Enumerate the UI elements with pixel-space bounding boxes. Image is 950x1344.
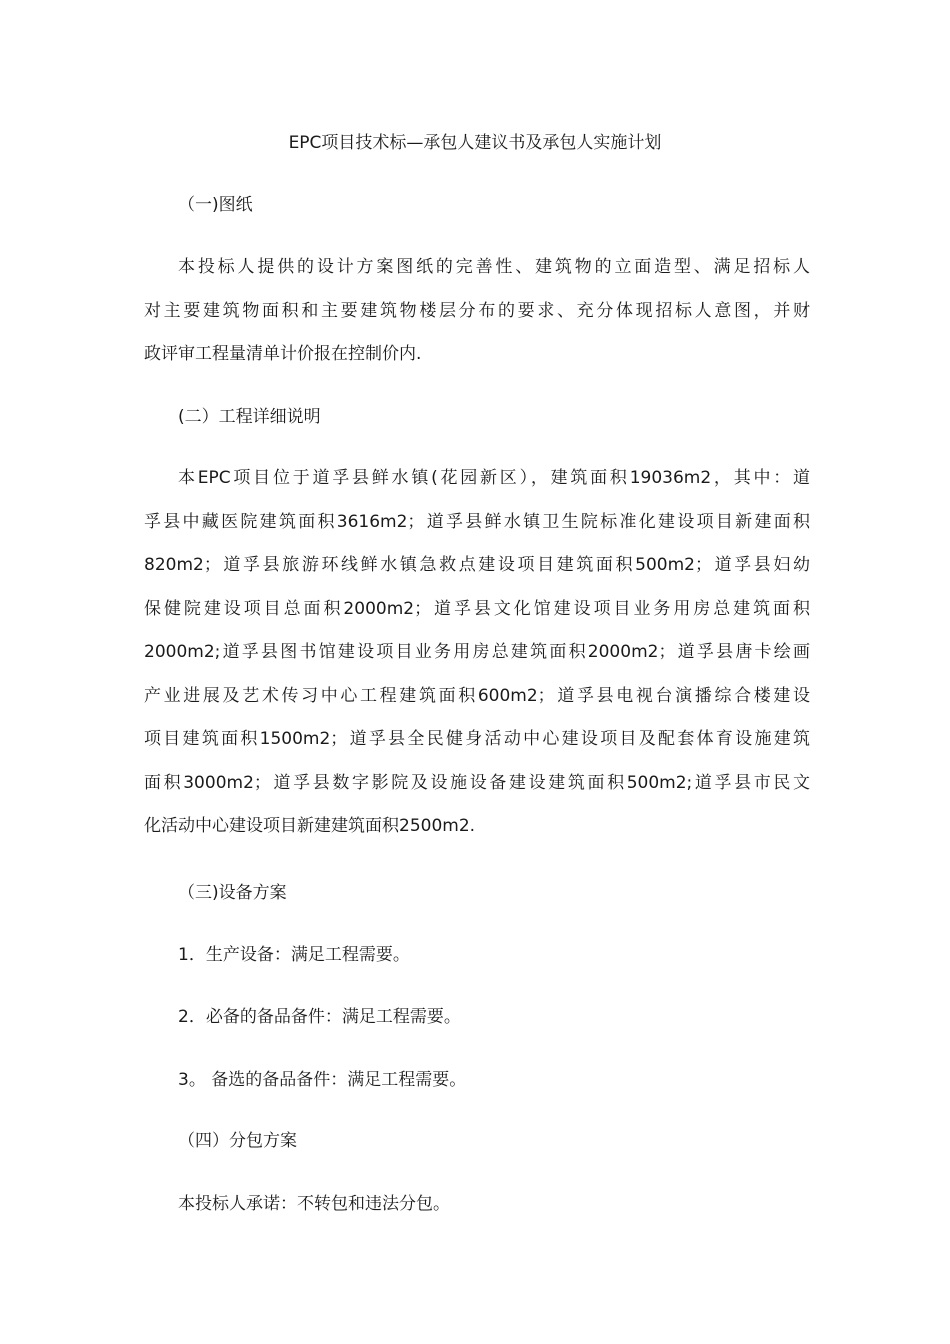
subcontracting-statement: 本投标人承诺：不转包和违法分包。 [178,1194,450,1214]
paragraph-line: 项目建筑面积1500m2；道孚县全民健身活动中心建设项目及配套体育设施建筑 [144,729,810,749]
paragraph-line: 面积3000m2；道孚县数字影院及设施设备建设建筑面积500m2;道孚县市民文 [144,772,810,793]
document-title: EPC项目技术标—承包人建议书及承包人实施计划 [288,133,662,153]
paragraph-line: 孚县中藏医院建筑面积3616m2；道孚县鲜水镇卫生院标准化建设项目新建面积 [144,511,810,532]
paragraph-line: 保健院建设项目总面积2000m2；道孚县文化馆建设项目业务用房总建筑面积 [144,598,810,619]
section-heading-drawings: （一)图纸 [178,195,253,215]
section-heading-equipment: （三)设备方案 [178,883,287,903]
paragraph-line: 产业进展及艺术传习中心工程建筑面积600m2；道孚县电视台演播综合楼建设 [144,685,810,706]
paragraph-project-details [144,457,810,849]
paragraph-line: 化活动中心建设项目新建建筑面积2500m2. [144,816,476,836]
paragraph-line: 政评审工程量清单计价报在控制价内. [144,344,422,364]
paragraph-line: 本EPC项目位于道孚县鲜水镇(花园新区），建筑面积19036m2，其中：道 [178,468,810,488]
paragraph-line: 820m2；道孚县旅游环线鲜水镇急救点建设项目建筑面积500m2；道孚县妇幼 [144,555,810,575]
paragraph-drawings [144,246,810,377]
paragraph-line: 对主要建筑物面积和主要建筑物楼层分布的要求、充分体现招标人意图，并财 [144,300,810,321]
equipment-item: 3。 备选的备品备件：满足工程需要。 [178,1070,467,1090]
section-heading-project-details: (二）工程详细说明 [178,407,321,427]
equipment-item: 1．生产设备：满足工程需要。 [178,945,410,965]
paragraph-line: 2000m2;道孚县图书馆建设项目业务用房总建筑面积2000m2；道孚县唐卡绘画 [144,642,810,662]
section-heading-subcontracting: （四）分包方案 [178,1131,297,1151]
equipment-item: 2．必备的备品备件：满足工程需要。 [178,1007,461,1027]
paragraph-line: 本投标人提供的设计方案图纸的完善性、建筑物的立面造型、满足招标人 [178,257,810,277]
